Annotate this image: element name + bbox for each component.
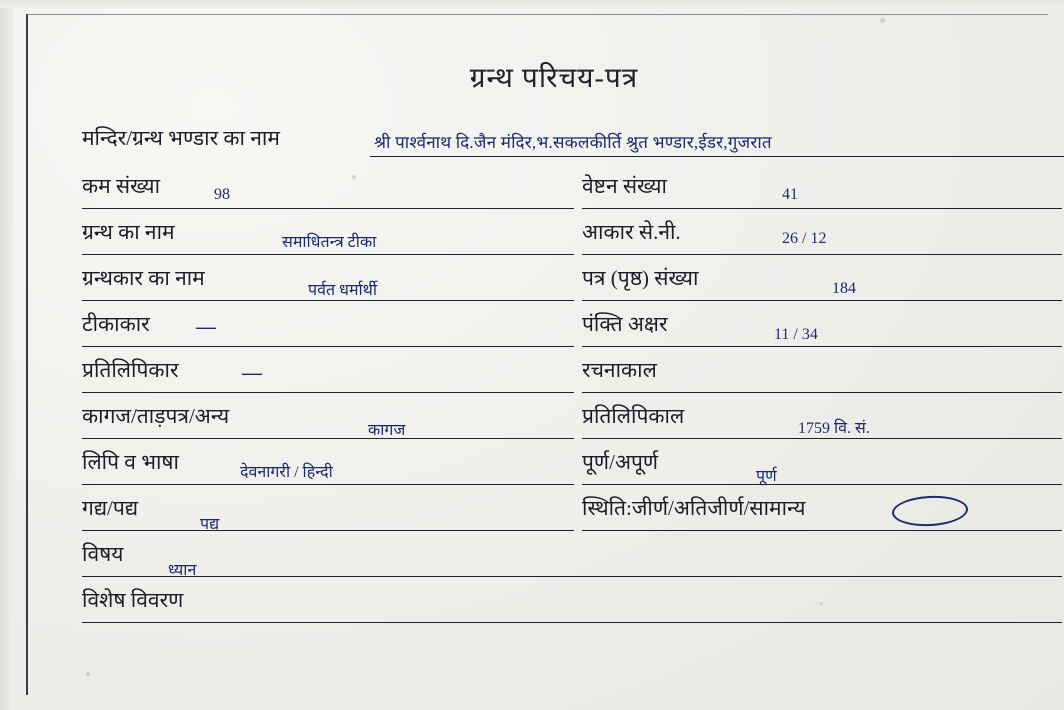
field-label: ग्रन्थ का नाम (82, 220, 175, 244)
field-label: लिपि व भाषा (82, 450, 179, 474)
field-row-lines-letters (582, 310, 1062, 356)
field-value: — (242, 362, 262, 384)
field-row-script-language (82, 448, 574, 494)
field-rule (582, 392, 1062, 393)
field-row-subject (82, 540, 1062, 586)
form-card (22, 12, 1056, 702)
field-value: ध्यान (168, 562, 197, 579)
field-value: 26 / 12 (782, 230, 827, 247)
field-label: वेष्टन संख्या (582, 174, 667, 198)
field-label: पूर्ण/अपूर्ण (582, 450, 659, 474)
field-row-material (82, 402, 574, 448)
repository-label: मन्दिर/ग्रन्थ भण्डार का नाम (82, 126, 280, 150)
scan-edge-left (0, 0, 14, 710)
field-rule (582, 438, 1062, 439)
field-rule (82, 346, 574, 347)
field-value: पर्वत धर्मार्थी (308, 282, 378, 299)
field-label: विशेष विवरण (82, 588, 184, 612)
field-rule (582, 208, 1062, 209)
field-row-condition (582, 494, 1062, 540)
field-row-composition-date (582, 356, 1062, 402)
field-rule (582, 300, 1062, 301)
repository-value: श्री पार्श्वनाथ दि.जैन मंदिर,भ.सकलकीर्ति श्रुत भण्डार,ईडर,गुजरात (374, 133, 772, 152)
field-rule (82, 300, 574, 301)
field-label: स्थिति:जीर्ण/अतिजीर्ण/सामान्य (582, 496, 806, 520)
field-label: आकार से.नी. (582, 220, 681, 244)
field-rule (82, 484, 574, 485)
field-label: विषय (82, 542, 124, 566)
field-row-krama-sankhya (82, 172, 574, 218)
field-rule (82, 576, 1062, 577)
field-label: प्रतिलिपिकाल (582, 404, 685, 428)
field-value: पूर्ण (756, 468, 777, 485)
field-row-granth-ka-nam (82, 218, 574, 264)
field-label: प्रतिलिपिकार (82, 358, 179, 382)
field-label: ग्रन्थकार का नाम (82, 266, 205, 290)
field-value: 1759 वि. सं. (798, 420, 870, 437)
field-label: पंक्ति अक्षर (582, 312, 668, 336)
field-rule (82, 438, 574, 439)
field-rule (582, 484, 1062, 485)
field-row-special-notes (82, 586, 1062, 632)
field-value: 184 (832, 280, 856, 297)
field-value: पद्य (200, 516, 220, 533)
scan-edge-top (0, 0, 1064, 8)
field-row-veshtan-sankhya (582, 172, 1062, 218)
field-row-pratilipikar (82, 356, 574, 402)
field-row-tikakar (82, 310, 574, 356)
page-title: ग्रन्थ परिचय-पत्र (469, 63, 639, 94)
field-rule (82, 530, 574, 531)
repository-rule (370, 156, 1064, 157)
field-row-granthkar-ka-nam (82, 264, 574, 310)
field-label: कम संख्या (82, 174, 161, 198)
field-row-copy-date (582, 402, 1062, 448)
field-label: टीकाकार (82, 312, 150, 336)
field-value: देवनागरी / हिन्दी (240, 464, 333, 481)
field-value: — (196, 316, 216, 338)
field-rule (82, 254, 574, 255)
field-label: पत्र (पृष्ठ) संख्या (582, 266, 699, 290)
field-row-folio-count (582, 264, 1062, 310)
field-value: समाधितन्त्र टीका (282, 234, 377, 251)
field-rule (582, 254, 1062, 255)
field-value: 41 (782, 186, 798, 203)
field-value: 98 (214, 186, 230, 203)
field-row-complete-incomplete (582, 448, 1062, 494)
field-value: 11 / 34 (774, 326, 818, 343)
field-label: कागज/ताड़पत्र/अन्य (82, 404, 230, 428)
field-label: गद्य/पद्य (82, 496, 139, 520)
field-row-size-cm (582, 218, 1062, 264)
field-rule (82, 208, 574, 209)
field-label: रचनाकाल (582, 358, 657, 382)
field-value: कागज (368, 422, 406, 439)
field-rule (82, 392, 574, 393)
condition-circle-mark (891, 494, 968, 528)
field-row-prose-verse (82, 494, 574, 540)
bottom-rule (82, 622, 1062, 623)
field-rule (582, 346, 1062, 347)
field-rule (582, 530, 1062, 531)
